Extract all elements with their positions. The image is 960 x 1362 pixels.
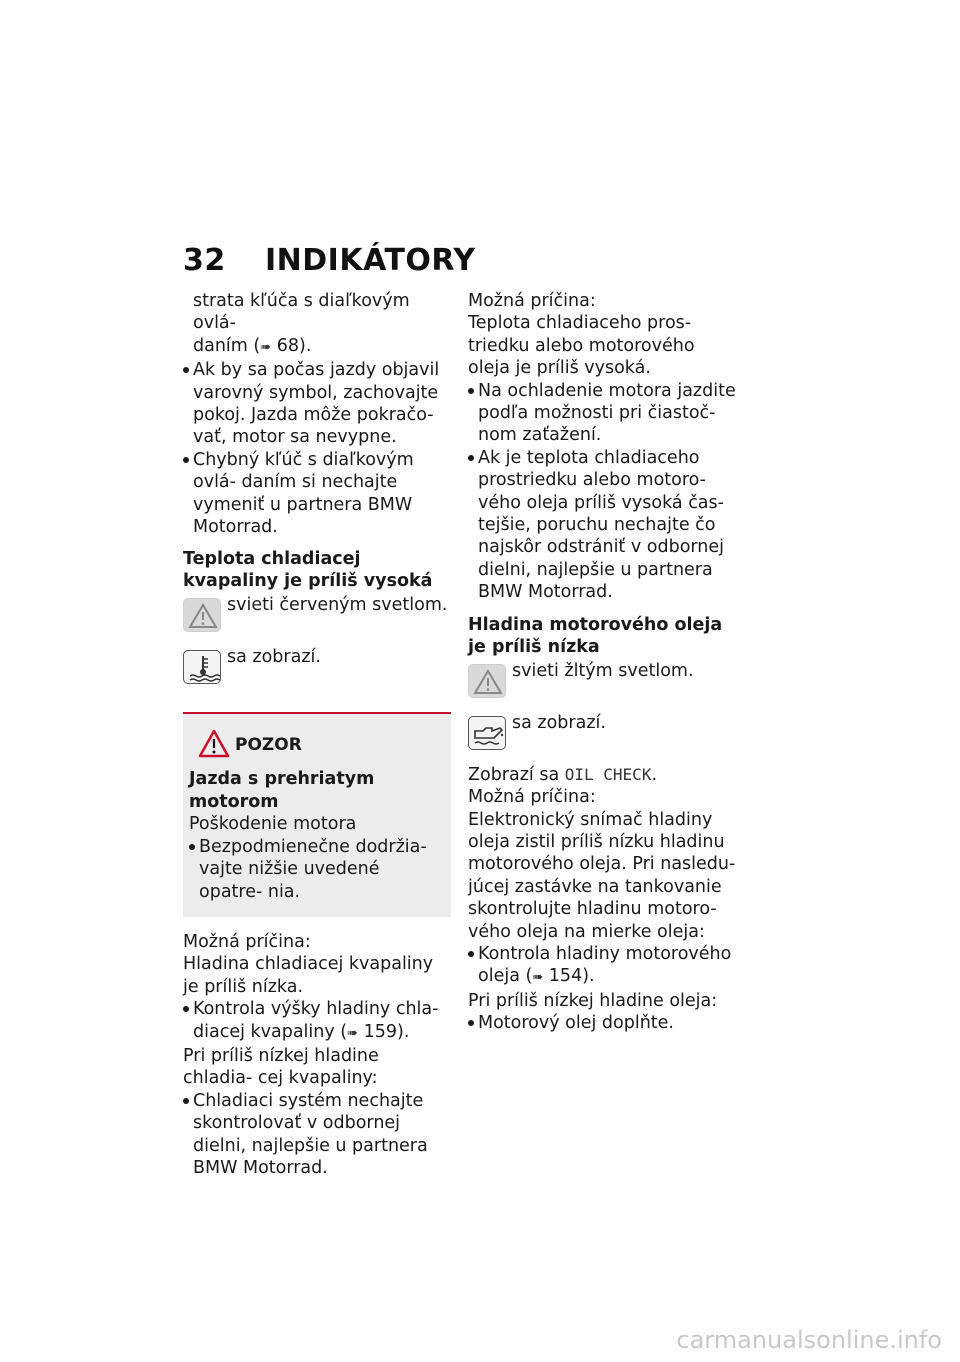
list-item: Motorový olej doplňte. bbox=[468, 1012, 740, 1034]
caution-subtitle: Jazda s prehriatym motorom bbox=[189, 769, 375, 812]
cause-text: Hladina chladiacej kvapaliny je príliš nízka. bbox=[183, 954, 434, 997]
warning-triangle-icon bbox=[468, 664, 506, 698]
warning-triangle-icon bbox=[183, 598, 221, 632]
reference-arrow-icon: ➠ bbox=[532, 970, 544, 986]
caution-header bbox=[189, 728, 445, 764]
page-number: 32 bbox=[183, 243, 226, 278]
list-item: Chladiaci systém nechajte skontrolovať v odbornej dielni, najlepšie u partnera BMW Motorrad. bbox=[183, 1090, 451, 1180]
list-item: Na ochladenie motora jazdite podľa možnosti pri čiastoč- nom zaťažení. bbox=[468, 380, 740, 447]
display-text: Zobrazí sa OIL CHECK. bbox=[468, 764, 658, 785]
caution-box bbox=[183, 712, 451, 916]
section-heading: Hladina motorového oleja je príliš nízka bbox=[468, 614, 723, 657]
cause-label: Možná príčina: bbox=[183, 931, 311, 952]
coolant-temperature-icon bbox=[183, 650, 221, 684]
indicator-text: sa zobrazí. bbox=[512, 712, 606, 733]
low-level-text: Pri príliš nízkej hladine chladia- cej kvapaliny: bbox=[183, 1045, 379, 1089]
list-item: Kontrola výšky hladiny chla- diacej kvapaliny (➠ 159). bbox=[183, 998, 451, 1045]
page-reference[interactable]: 159). bbox=[363, 1021, 410, 1042]
caution-title: POZOR bbox=[235, 735, 302, 756]
page-reference[interactable]: 68). bbox=[276, 335, 312, 356]
bullet-list bbox=[468, 380, 740, 604]
list-item: Bezpodmienečne dodržia- vajte nižšie uvedené opatre- nia. bbox=[189, 836, 445, 903]
cause-label: Možná príčina: bbox=[468, 787, 596, 808]
indicator-text: sa zobrazí. bbox=[227, 647, 321, 668]
bullet-list bbox=[183, 359, 451, 538]
right-column bbox=[468, 290, 740, 1035]
oil-can-icon bbox=[468, 716, 506, 750]
bullet-list bbox=[183, 1090, 451, 1180]
caution-line: Poškodenie motora bbox=[189, 814, 357, 835]
indicator-row bbox=[468, 660, 740, 712]
bullet-list bbox=[468, 943, 740, 990]
list-item: Chybný kľúč s diaľkovým ovlá- daním si nechajte vymeniť u partnera BMW Motorrad. bbox=[183, 449, 451, 539]
list-item: Ak by sa počas jazdy objavil varovný symbol, zachovajte pokoj. Jazda môže pokračo- vať, motor sa nevypne. bbox=[183, 359, 451, 449]
reference-arrow-icon: ➠ bbox=[260, 339, 272, 355]
indicator-row bbox=[468, 712, 740, 764]
cause-text: Elektronický snímač hladiny oleja zistil príliš nízku hladinu motorového oleja. Pri nasledu- júcej zastávke na tankovanie skontrolujte hladinu motoro- vého oleja na mierke oleja: bbox=[468, 809, 736, 942]
list-item: Ak je teplota chladiaceho prostriedku alebo motoro- vého oleja príliš vysoká čas- tejšie, poruchu nechajte čo najskôr odstrániť v odbornej dielni, najlepšie u partnera BMW Motorrad. bbox=[468, 447, 740, 604]
bullet-list bbox=[468, 1012, 740, 1034]
low-level-text: Pri príliš nízkej hladine oleja: bbox=[468, 990, 718, 1011]
indicator-text: svieti červeným svetlom. bbox=[227, 595, 448, 616]
reference-arrow-icon: ➠ bbox=[347, 1025, 359, 1041]
indicator-row bbox=[183, 646, 451, 698]
bullet-list bbox=[189, 836, 445, 903]
page-reference[interactable]: 154). bbox=[548, 966, 595, 987]
left-column bbox=[183, 290, 451, 1179]
cause-label: Možná príčina: bbox=[468, 291, 596, 311]
watermark: carmanualsonline.info bbox=[676, 1326, 942, 1354]
indicator-row bbox=[183, 594, 451, 646]
continued-text: strata kľúča s diaľkovým ovlá- daním (➠ 68). bbox=[193, 291, 410, 356]
list-item: Kontrola hladiny motorového oleja (➠ 154). bbox=[468, 943, 740, 990]
display-code: OIL CHECK bbox=[564, 764, 652, 784]
section-heading: Teplota chladiacej kvapaliny je príliš vysoká bbox=[183, 549, 433, 592]
cause-text: Teplota chladiaceho pros- triedku alebo motorového oleja je príliš vysoká. bbox=[468, 313, 695, 379]
caution-triangle-icon bbox=[197, 728, 231, 760]
indicator-text: svieti žltým svetlom. bbox=[512, 660, 694, 681]
chapter-title: INDIKÁTORY bbox=[265, 243, 476, 278]
bullet-list bbox=[183, 998, 451, 1045]
